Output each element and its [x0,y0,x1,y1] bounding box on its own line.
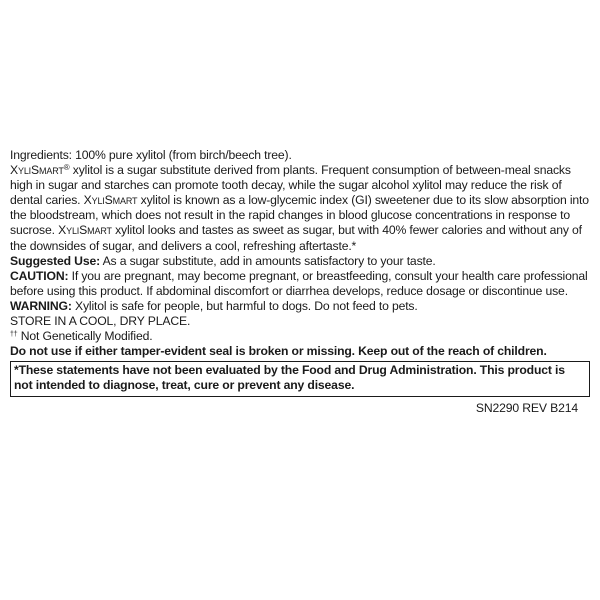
caution-statement [10,269,590,299]
ingredients-line: Ingredients: 100% pure xylitol (from birch/beech tree). [10,148,292,162]
tamper-notice: Do not use if either tamper-evident seal is broken or missing. Keep out of the reach of children. [10,344,547,359]
description-text-2: xylitol is known as a low-glycemic index (GI) sweetener due to its slow absorption into the bloodstream, which does not result in the rapid changes in blood glucose concentrations in response to sucrose. [10,193,589,238]
caution-text: If you are pregnant, may become pregnant, or breastfeeding, consult your health care professional before using this product. If abdominal discomfort or diarrhea develops, reduce dosage or discontinue use. [10,268,588,298]
description-text-3: xylitol looks and tastes as sweet as sugar, but with 40% fewer calories and without any of the downsides of sugar, and delivers a cool, refreshing aftertaste.* [10,223,582,253]
brand-name: XyliSmart [58,223,112,238]
suggested-use [10,254,590,269]
brand-name: XyliSmart [83,193,138,208]
warning-statement [10,299,590,314]
suggested-use-text: As a sugar substitute, add in amounts satisfactory to your taste. [100,253,436,268]
caution-label: CAUTION: [10,268,69,283]
product-code: SN2290 REV B214 [475,400,578,415]
registered-mark: ® [63,163,70,173]
suggested-use-label: Suggested Use: [10,253,101,268]
supplement-label-text [10,148,590,416]
fda-disclaimer-box: *These statements have not been evaluated by the Food and Drug Administration. This product is not intended to diagnose, treat, cure or prevent any disease. [10,361,590,396]
product-description [10,163,590,254]
gmo-statement [10,329,590,344]
description-text-1: xylitol is a sugar substitute derived from plants. Frequent consumption of between-meal snacks high in sugar and starches can promote tooth decay, while the sugar alcohol xylitol may reduce the risk of dental caries. [10,163,571,208]
warning-label: WARNING: [10,298,72,313]
gmo-text: Not Genetically Modified. [17,329,153,344]
warning-text: Xylitol is safe for people, but harmful to dogs. Do not feed to pets. [71,298,418,313]
brand-name: XyliSmart [10,163,64,178]
storage-instruction: STORE IN A COOL, DRY PLACE. [10,314,191,329]
dagger-mark: †† [10,331,18,339]
